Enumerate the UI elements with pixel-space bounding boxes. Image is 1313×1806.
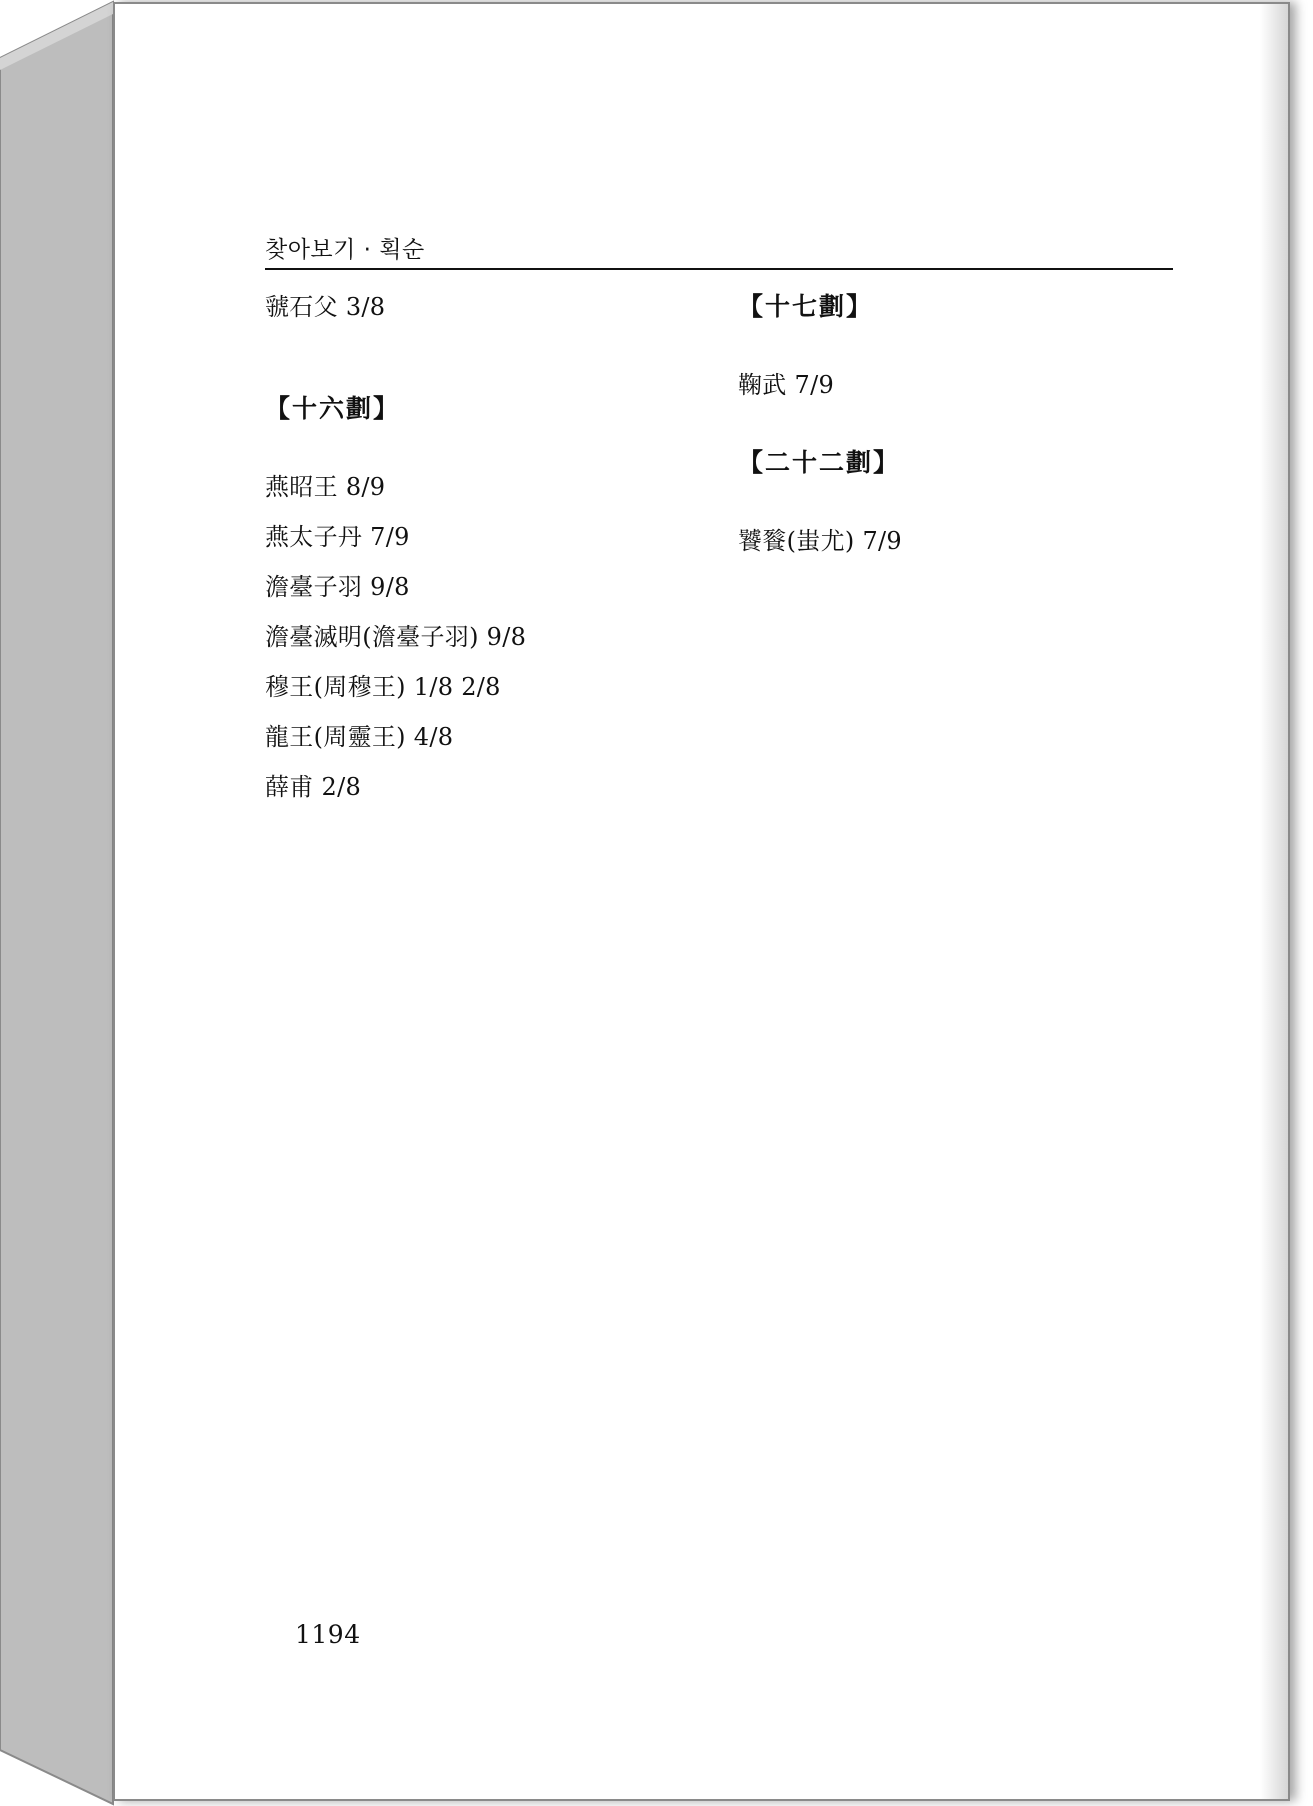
index-entry: 燕太子丹 7/9 <box>265 523 410 551</box>
index-entry: 澹臺滅明(澹臺子羽) 9/8 <box>265 623 527 651</box>
section-heading-17: 【十七劃】 <box>738 292 874 321</box>
header-title: 찾아보기 · 획순 <box>265 237 425 263</box>
page-number: 1194 <box>295 1620 361 1649</box>
index-entry: 鞠武 7/9 <box>738 371 835 399</box>
index-entry: 龍王(周靈王) 4/8 <box>265 723 454 751</box>
index-entry: 虢石父 3/8 <box>265 293 386 321</box>
index-entry: 薛甫 2/8 <box>265 773 362 801</box>
index-entry: 澹臺子羽 9/8 <box>265 573 410 601</box>
left-column <box>265 282 725 812</box>
section-heading-16: 【十六劃】 <box>265 394 401 423</box>
index-entry: 燕昭王 8/9 <box>265 473 386 501</box>
index-entry: 穆王(周穆王) 1/8 2/8 <box>265 673 501 701</box>
book-page <box>113 2 1290 1801</box>
right-column <box>738 282 1198 566</box>
running-header <box>265 232 1173 270</box>
section-heading-22: 【二十二劃】 <box>738 448 901 477</box>
index-entry: 饕餮(蚩尤) 7/9 <box>738 527 902 555</box>
